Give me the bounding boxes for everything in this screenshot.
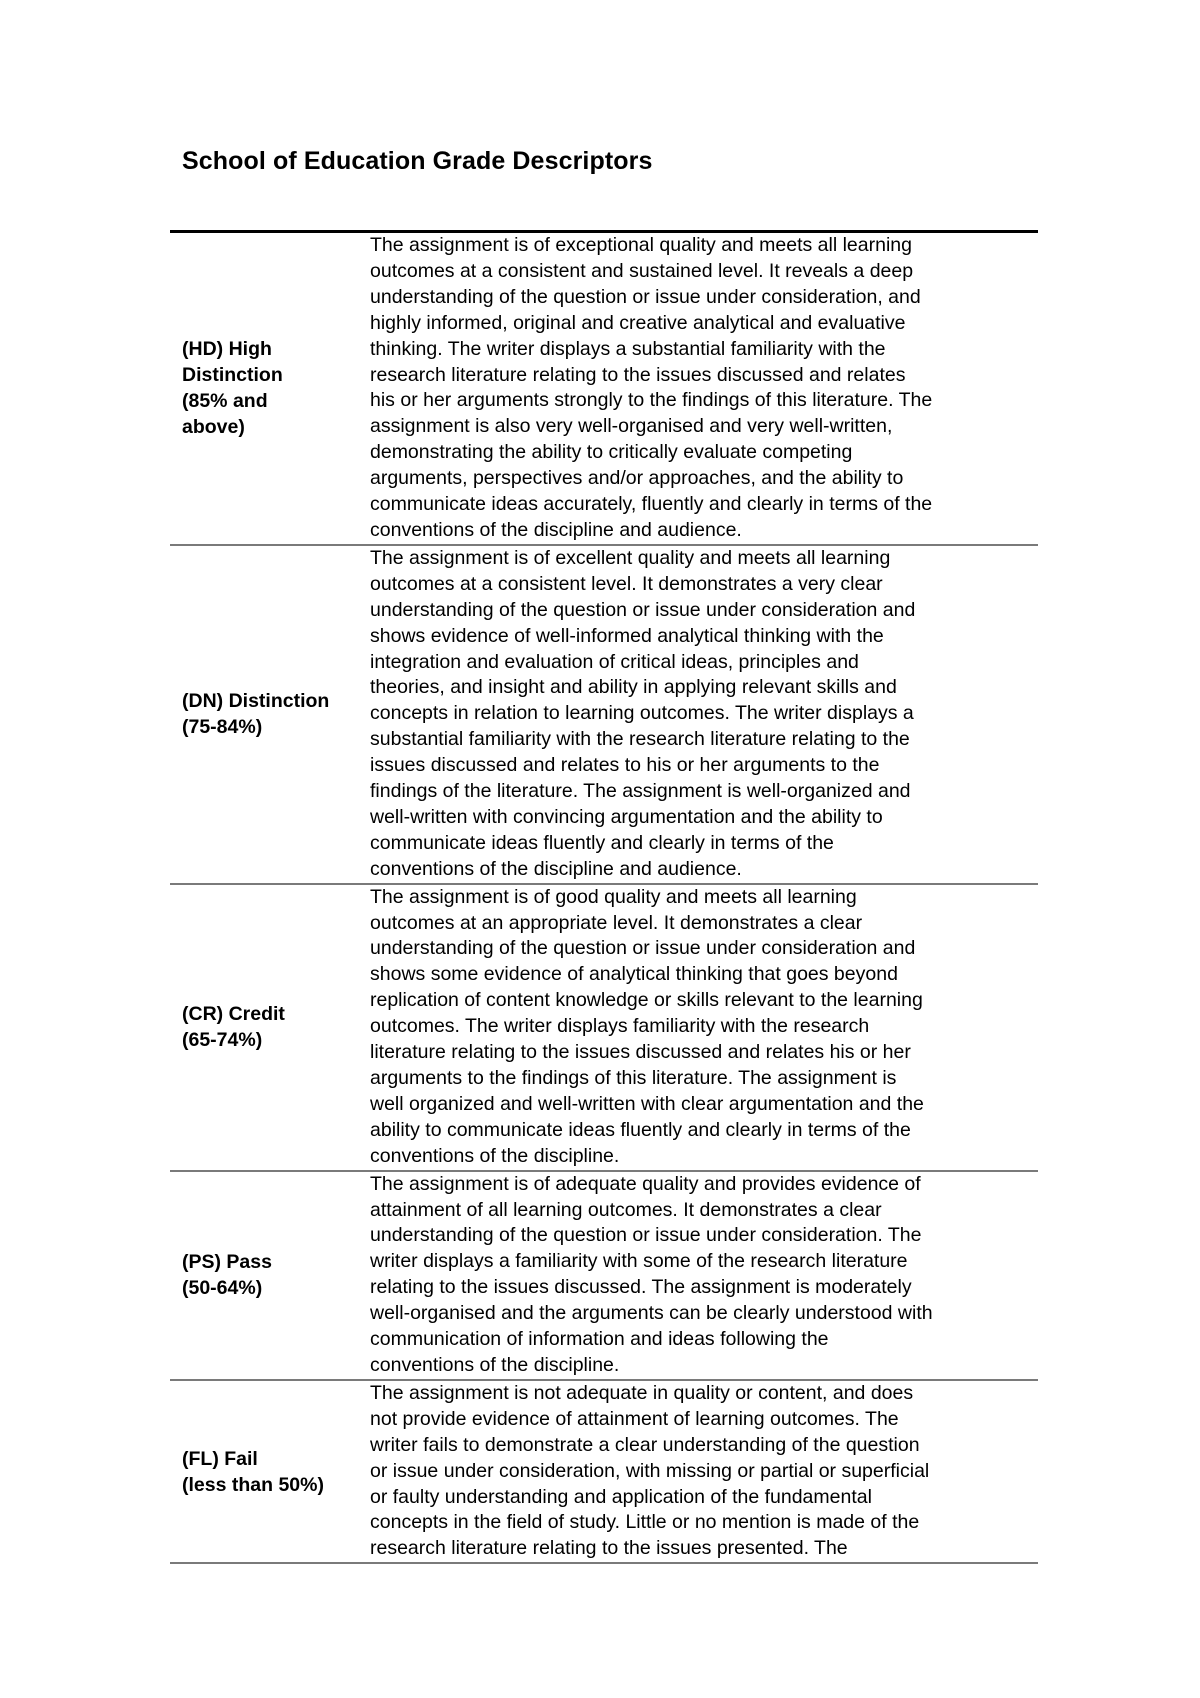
grade-label-cell [170,1172,368,1379]
grade-row-hd [170,233,1038,546]
grade-label: (DN) Distinction (75-84%) [182,690,330,739]
grade-row-dn [170,546,1038,885]
grade-label-cell [170,1381,368,1562]
grade-description: The assignment is of adequate quality and provides evidence of attainment of all learning outcomes. It demonstrates a clear understanding of the question or issue under consideration. The writer displays a familiarity with some of the research literature relating to the issues discussed. The assignment is moderately well-organised and the arguments can be clearly understood with communication of information and ideas following the conventions of the discipline. [370,1172,933,1376]
grade-description: The assignment is of excellent quality and meets all learning outcomes at a consistent level. It demonstrates a very clear understanding of the question or issue under consideration and shows evidence of well-informed analytical thinking with the integration and evaluation of critical ideas, principles and theories, and insight and ability in applying relevant skills and concepts in relation to learning outcomes. The writer displays a substantial familiarity with the research literature relating to the issues discussed and relates to his or her arguments to the findings of the literature. The assignment is well-organized and well-written with convincing argumentation and the ability to communicate ideas fluently and clearly in terms of the conventions of the discipline and audience. [370,546,916,880]
grade-row-cr [170,885,1038,1172]
page-title: School of Education Grade Descriptors [182,147,653,175]
grade-label: (FL) Fail (less than 50%) [182,1447,324,1496]
grade-label: (HD) High Distinction (85% and above) [182,338,283,439]
grade-row-fl [170,1381,1038,1564]
grade-descriptor-table [170,230,1038,1564]
grade-label: (PS) Pass (50-64%) [182,1251,272,1300]
grade-description: The assignment is of good quality and meets all learning outcomes at an appropriate level. It demonstrates a clear understanding of the question or issue under consideration and shows some evidence of analytical thinking that goes beyond replication of content knowledge or skills relevant to the learning outcomes. The writer displays familiarity with the research literature relating to the issues discussed and relates his or her arguments to the findings of this literature. The assignment is well organized and well-written with clear argumentation and the ability to communicate ideas fluently and clearly in terms of the conventions of the discipline. [370,885,924,1167]
grade-label: (CR) Credit (65-74%) [182,1003,285,1052]
grade-label-cell [170,546,368,883]
grade-row-ps [170,1172,1038,1381]
grade-label-cell [170,885,368,1170]
grade-description: The assignment is not adequate in quality or content, and does not provide evidence of attainment of learning outcomes. The writer fails to demonstrate a clear understanding of the question or issue under consideration, with missing or partial or superficial or faulty understanding and application of the fundamental concepts in the field of study. Little or no mention is made of the research literature relating to the issues presented. The [370,1381,930,1560]
grade-label-cell [170,233,368,544]
grade-description: The assignment is of exceptional quality and meets all learning outcomes at a consistent and sustained level. It reveals a deep understanding of the question or issue under consideration, and highly informed, original and creative analytical and evaluative thinking. The writer displays a substantial familiarity with the research literature relating to the issues discussed and relates his or her arguments strongly to the findings of this literature. The assignment is also very well-organised and very well-written, demonstrating the ability to critically evaluate competing arguments, perspectives and/or approaches, and the ability to communicate ideas accurately, fluently and clearly in terms of the conventions of the discipline and audience. [370,234,933,541]
